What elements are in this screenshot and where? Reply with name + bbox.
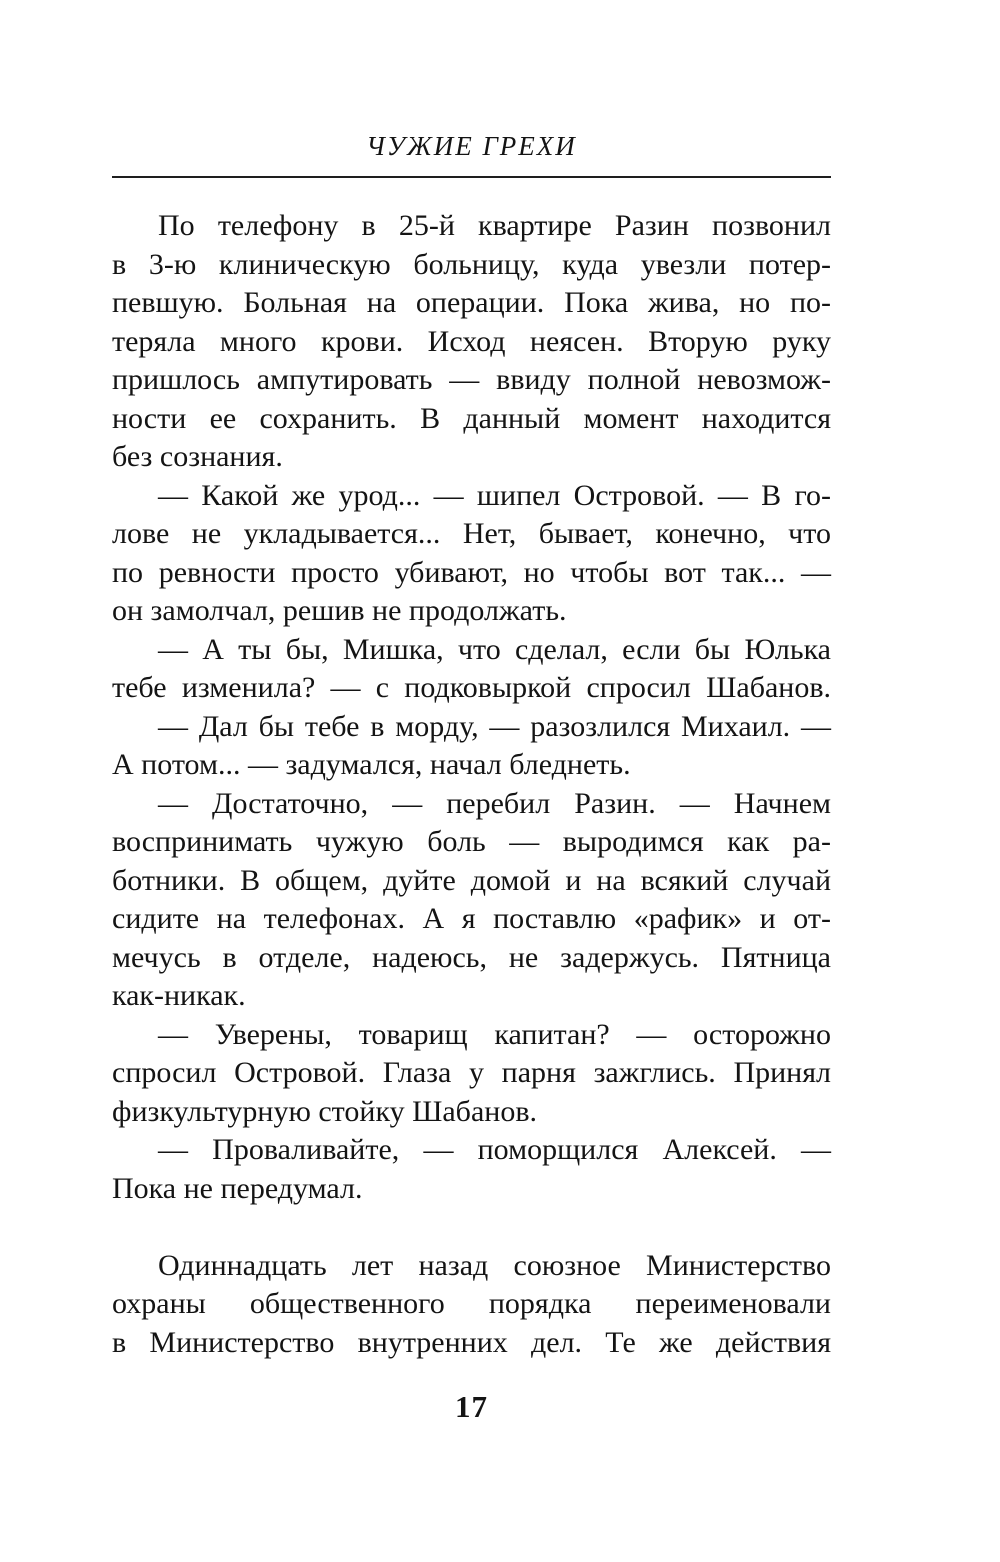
text-line: — Дал бы тебе в морду, — разозлился Михаил. —: [158, 709, 831, 743]
text-line: ботники. В общем, дуйте домой и на всякий случай: [112, 863, 831, 897]
text-line: Одиннадцать лет назад союзное Министерство: [158, 1248, 831, 1282]
text-line: как-никак.: [112, 979, 246, 1012]
text-line: физкультурную стойку Шабанов.: [112, 1094, 537, 1128]
text-line: сидите на телефонах. А я поставлю «рафик» и от-: [112, 902, 831, 935]
text-line: в 3-ю клиническую больницу, куда увезли потер-: [112, 247, 831, 281]
text-line: пришлось ампутировать — ввиду полной невозмож-: [112, 363, 831, 396]
text-line: ности ее сохранить. В данный момент находится: [112, 401, 831, 435]
header-rule: [112, 176, 831, 178]
text-line: теряла много крови. Исход неясен. Вторую руку: [112, 324, 831, 358]
text-line: тебе изменила? — с подковыркой спросил Шабанов.: [112, 671, 831, 704]
text-line: А потом... — задумался, начал бледнеть.: [112, 748, 631, 781]
page-number: 17: [455, 1389, 488, 1424]
text-line: без сознания.: [112, 440, 283, 473]
page-content: [112, 130, 831, 1426]
text-line: лове не укладывается... Нет, бывает, конечно, что: [112, 517, 831, 550]
text-line: воспринимать чужую боль — выродимся как ра-: [112, 825, 831, 858]
section-break: [112, 1208, 831, 1247]
text-line: — А ты бы, Мишка, что сделал, если бы Юлька: [158, 632, 831, 666]
running-header-title: ЧУЖИЕ ГРЕХИ: [366, 131, 577, 161]
text-line: Пока не передумал.: [112, 1171, 363, 1205]
text-line: — Какой же урод... — шипел Островой. — В го-: [158, 478, 831, 512]
text-line: в Министерство внутренних дел. Те же действия: [112, 1325, 831, 1359]
text-line: по ревности просто убивают, но чтобы вот так... —: [112, 555, 831, 589]
page-text: [112, 207, 831, 1362]
text-line: — Достаточно, — перебил Разин. — Начнем: [158, 786, 831, 820]
text-line: — Уверены, товарищ капитан? — осторожно: [158, 1017, 831, 1051]
text-line: охраны общественного порядка переименовали: [112, 1287, 831, 1320]
text-line: — Проваливайте, — поморщился Алексей. —: [158, 1133, 831, 1166]
text-line: спросил Островой. Глаза у парня зажглись. Принял: [112, 1056, 831, 1089]
text-line: он замолчал, решив не продолжать.: [112, 594, 567, 627]
text-line: мечусь в отделе, надеюсь, не задержусь. Пятница: [112, 940, 831, 974]
text-line: По телефону в 25-й квартире Разин позвонил: [158, 209, 831, 242]
text-line: певшую. Больная на операции. Пока жива, но по-: [112, 286, 831, 319]
